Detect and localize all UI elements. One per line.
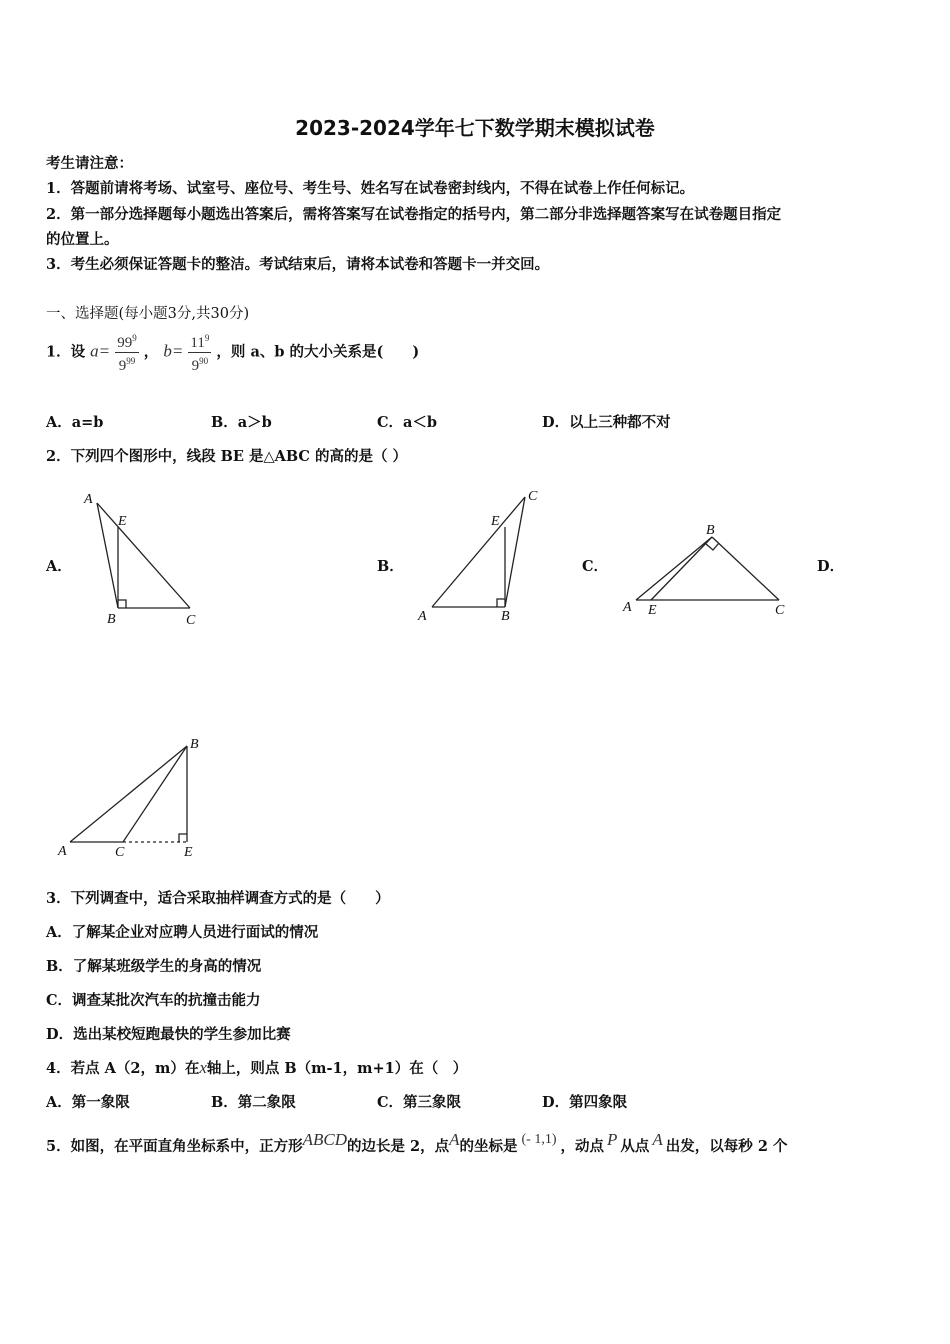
figure-b-labels [417,489,538,624]
notice-item-1: 1．答题前请将考场、试室号、座位号、考生号、姓名写在试卷密封线内，不得在试卷上作任何标记。 [46,180,695,197]
q3-option-a: A．了解某企业对应聘人员进行面试的情况 [46,924,319,941]
question-5: 5．如图，在平面直角坐标系中，正方形ABCD的边长是 2，点A的坐标是 (- 1,1) ，动点 P 从点 A 出发，以每秒 2 个 [46,1130,788,1155]
q1-a-fraction: $\frac{99^9}{9^{99}}$ [115,330,139,375]
q1-prefix: 1．设 [46,343,86,361]
question-3: 3．下列调查中，适合采取抽样调查方式的是（ ） [46,890,390,907]
svg-text:B: B [107,612,116,627]
q2-option-c-label: C． [582,558,609,575]
question-2: 2．下列四个图形中，线段 BE 是△ABC 的高的是（ ） [46,448,408,465]
q1-option-b: B．a＞b [211,414,272,431]
svg-text:A: A [58,844,67,859]
figure-c-labels [622,523,785,618]
svg-text:B: B [706,523,715,538]
svg-text:A: A [418,609,427,624]
svg-text:C: C [115,845,125,860]
svg-text:B: B [501,609,510,624]
svg-text:A: A [623,600,632,615]
q2-option-a-label: A． [46,558,72,575]
figure-c [636,537,779,600]
question-4: 4．若点 A（2，m）在x轴上，则点 B（m-1，m+1）在（ ） [46,1058,468,1077]
notice-item-3: 3．考生必须保证答题卡的整洁。考试结束后，请将本试卷和答题卡一并交回。 [46,256,550,273]
figure-a-labels [83,492,196,628]
q1-option-a: A．a=b [46,414,104,431]
svg-text:C: C [528,489,538,504]
svg-text:B: B [190,737,199,752]
figure-d [70,746,187,842]
figure-b [432,497,525,607]
q3-option-d: D．选出某校短跑最快的学生参加比赛 [46,1026,291,1043]
notice-item-2-cont: 的位置上。 [46,231,119,248]
notice-item-2: 2．第一部分选择题每小题选出答案后，需将答案写在试卷指定的括号内，第二部分非选择题答案写在试卷题目指定 [46,206,782,223]
q4-option-c: C．第三象限 [377,1094,462,1111]
q4-x-var: x [199,1058,207,1077]
figure-d-labels [57,737,199,860]
q4-option-d: D．第四象限 [542,1094,628,1111]
svg-text:C: C [775,603,785,618]
q1-a-var: a [90,341,99,361]
svg-text:E: E [184,845,193,860]
q1-b-fraction: $\frac{11^9}{9^{90}}$ [188,330,211,375]
svg-text:E: E [648,603,657,618]
svg-text:C: C [186,613,196,628]
q1-option-c: C．a＜b [377,414,438,431]
q3-option-b: B．了解某班级学生的身高的情况 [46,958,262,975]
q2-option-d-label: D． [817,558,845,575]
q4-option-b: B．第二象限 [211,1094,296,1111]
svg-text:E: E [118,514,127,529]
question-1: 1．设 a= $\frac{99^9}{9^{99}}$ ， b= $\frac{11^9}{9^{90}}$ ，则 a、b 的大小关系是( ) [46,330,419,375]
q4-option-a: A．第一象限 [46,1094,130,1111]
svg-text:A: A [84,492,93,507]
page-title: 2023-2024学年七下数学期末模拟试卷 [295,116,655,140]
q2-option-b-label: B． [377,558,404,575]
notice-heading: 考生请注意： [46,155,133,172]
svg-text:E: E [491,514,500,529]
q1-suffix: ，则 a、b 的大小关系是( ) [216,343,420,361]
q1-option-d: D．以上三种都不对 [542,414,671,431]
q1-b-var: b [163,341,172,361]
q1-sep: ， [143,343,159,361]
q3-option-c: C．调查某批次汽车的抗撞击能力 [46,992,261,1009]
figure-a [97,503,190,608]
section-heading: 一、选择题(每小题3分,共30分) [46,306,250,322]
